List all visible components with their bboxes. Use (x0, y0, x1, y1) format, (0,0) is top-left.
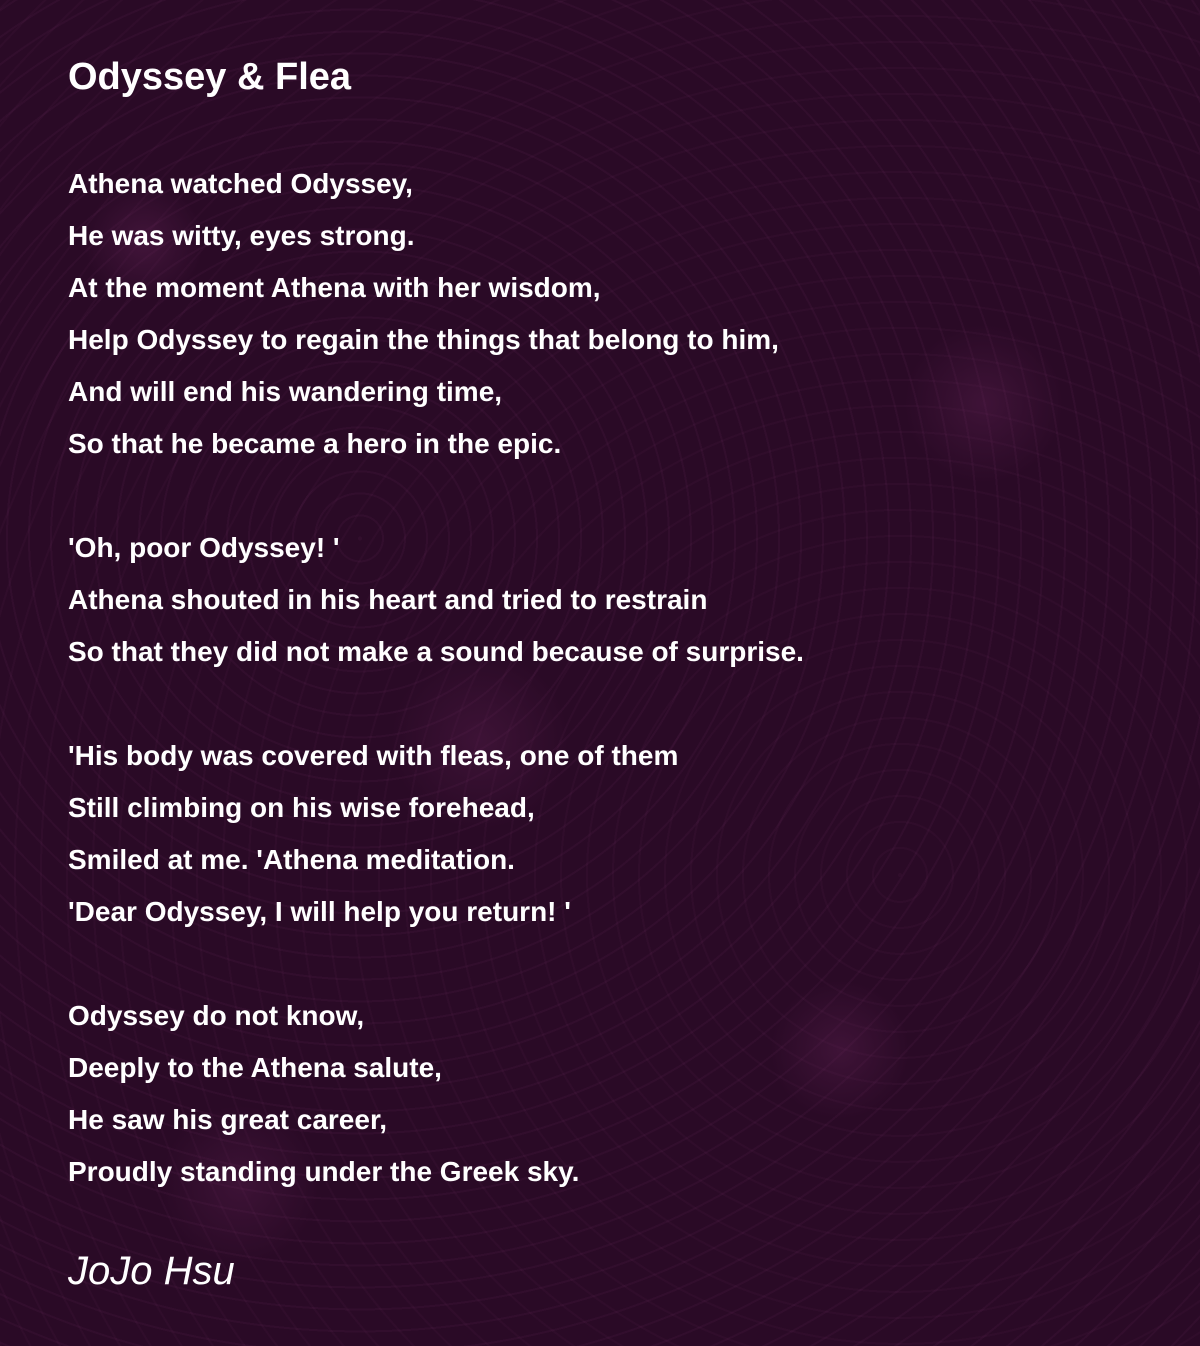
poem-line: 'His body was covered with fleas, one of them (68, 740, 679, 771)
poem-line: Athena watched Odyssey, (68, 168, 413, 199)
poem-line: Help Odyssey to regain the things that belong to him, (68, 324, 779, 355)
stanza-3 (68, 730, 1168, 938)
poem-title: Odyssey & Flea (68, 56, 352, 98)
poem-line: At the moment Athena with her wisdom, (68, 272, 601, 303)
poem-line: 'Dear Odyssey, I will help you return! ' (68, 896, 571, 927)
poem-line: He was witty, eyes strong. (68, 220, 415, 251)
poem-line: Deeply to the Athena salute, (68, 1052, 442, 1083)
poem-line: Proudly standing under the Greek sky. (68, 1156, 580, 1187)
poem-author: JoJo Hsu (68, 1249, 235, 1293)
poem-line: So that he became a hero in the epic. (68, 428, 562, 459)
poem-line: Athena shouted in his heart and tried to restrain (68, 584, 708, 615)
stanza-1 (68, 158, 1168, 470)
poem-line: Smiled at me. 'Athena meditation. (68, 844, 515, 875)
poem-line: 'Oh, poor Odyssey! ' (68, 532, 340, 563)
stanza-4 (68, 990, 1168, 1198)
poem-line: Still climbing on his wise forehead, (68, 792, 535, 823)
poem-line: And will end his wandering time, (68, 376, 503, 407)
poem-line: He saw his great career, (68, 1104, 388, 1135)
poem-line: Odyssey do not know, (68, 1000, 365, 1031)
poem-line: So that they did not make a sound because of surprise. (68, 636, 804, 667)
poem-page (68, 52, 1168, 1293)
stanza-2 (68, 522, 1168, 678)
